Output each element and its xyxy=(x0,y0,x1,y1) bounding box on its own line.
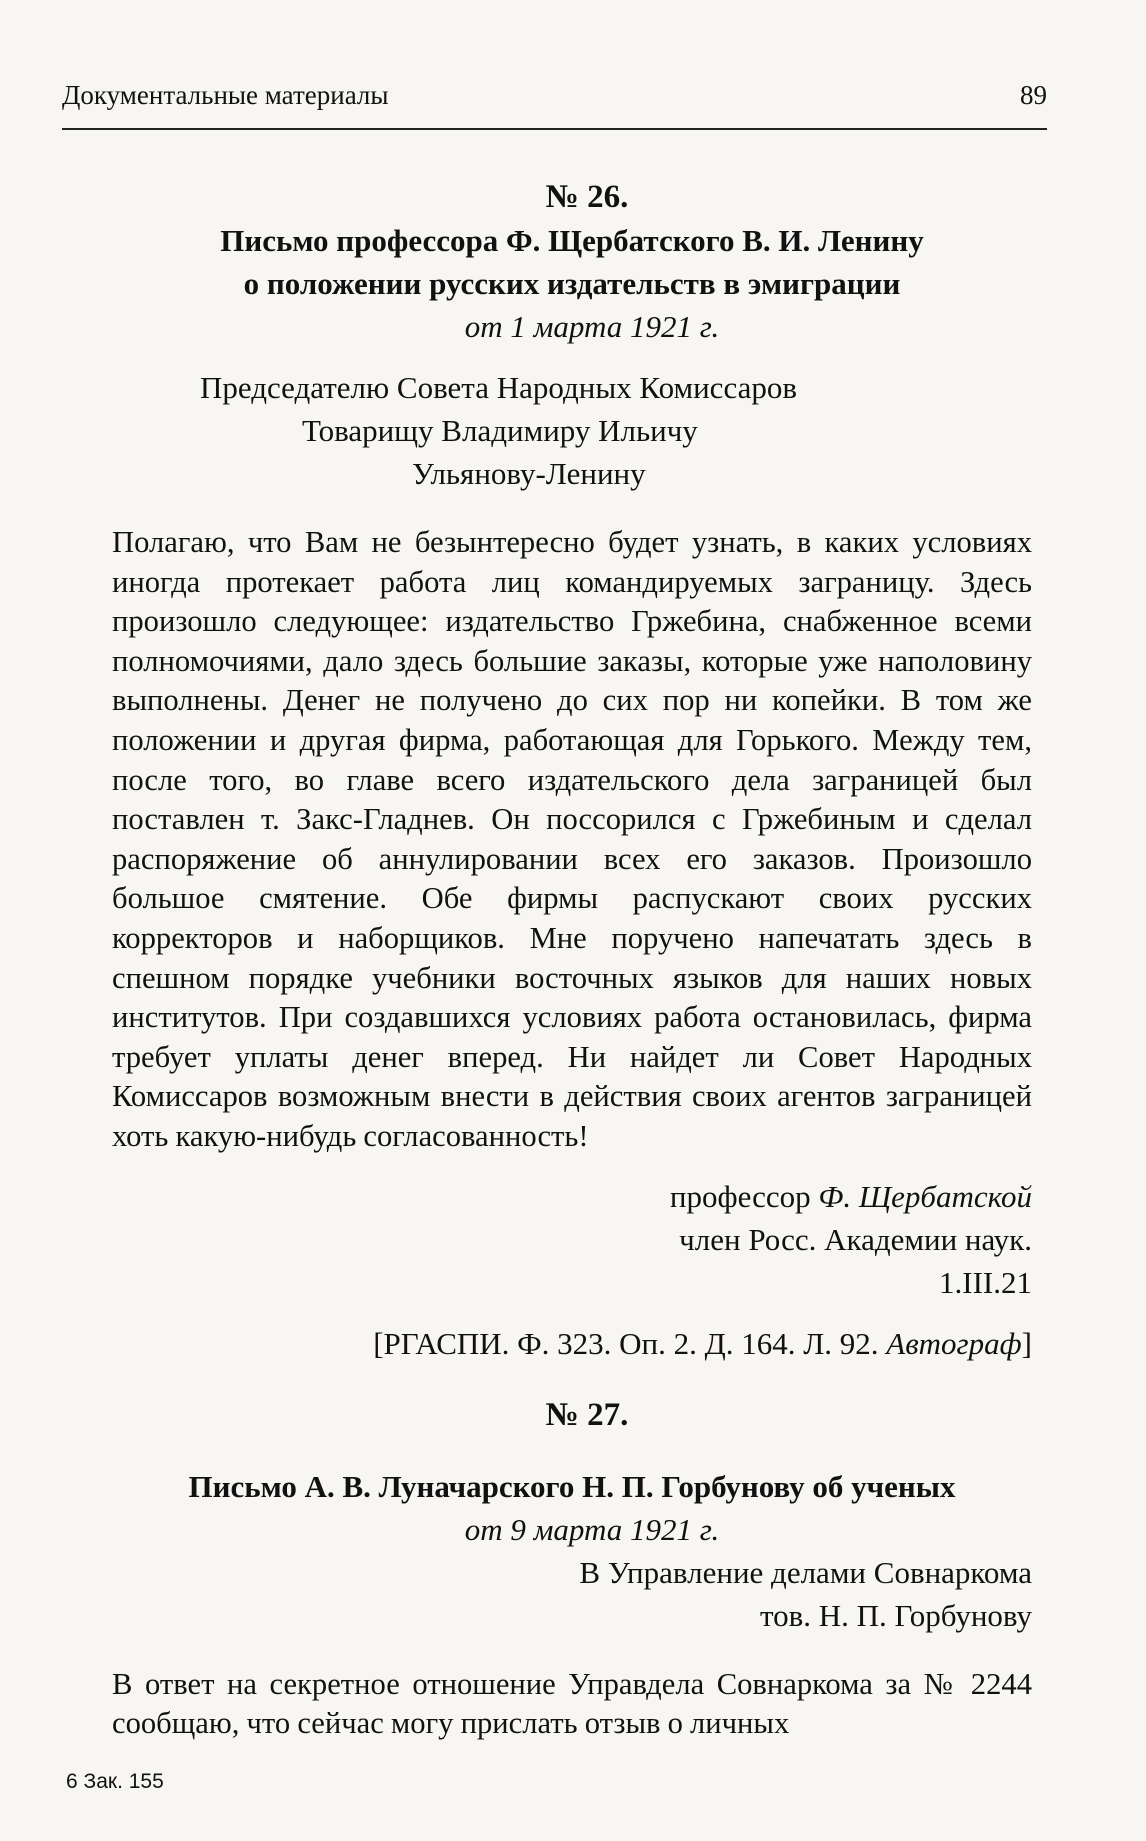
source-reference: [РГАСПИ. Ф. 323. Оп. 2. Д. 164. Л. 92. xyxy=(373,1325,879,1361)
document-26 xyxy=(112,175,1032,1365)
doc27-number: № 27. xyxy=(545,1396,629,1433)
document-27 xyxy=(112,1393,1032,1744)
doc26-address-line1: Председателю Совета Народных Комиссаров xyxy=(200,370,797,405)
doc26-address-line2: Товарищу Владимиру Ильичу xyxy=(302,413,698,448)
doc26-title-line1: Письмо профессора Ф. Щербатского В. И. Ленину xyxy=(220,223,924,258)
doc26-signature-date: 1.III.21 xyxy=(939,1264,1032,1300)
signature-name: Ф. Щербатской xyxy=(818,1178,1032,1214)
page-header xyxy=(62,80,1047,136)
doc26-signature xyxy=(112,1175,1032,1218)
doc27-address-line1: В Управление делами Совнаркома xyxy=(579,1554,1032,1590)
page-content xyxy=(112,175,1032,1744)
doc27-date: от 9 марта 1921 г. xyxy=(464,1511,720,1547)
doc27-address-line2: тов. Н. П. Горбунову xyxy=(759,1597,1032,1633)
source-close: ] xyxy=(1021,1325,1032,1361)
running-title: Документальные материалы xyxy=(62,80,389,110)
printer-signature-mark: 6 Зак. 155 xyxy=(66,1770,164,1793)
doc26-archive-source xyxy=(112,1322,1032,1365)
source-type: Автограф xyxy=(886,1325,1022,1361)
doc26-number: № 26. xyxy=(545,179,629,215)
doc26-date: от 1 марта 1921 г. xyxy=(464,309,720,344)
signature-prefix: профессор xyxy=(669,1178,811,1214)
doc27-body: В ответ на секретное отношение Управдела Совнаркома за № 2244 сообщаю, что сейчас могу прислать отзыв о личных xyxy=(112,1666,1032,1741)
page-number: 89 xyxy=(1020,80,1047,110)
doc26-title-line2: о положении русских издательств в эмиграции xyxy=(243,266,901,301)
doc26-address-line3: Ульянову-Ленину xyxy=(412,456,646,491)
doc26-signature-title: член Росс. Академии наук. xyxy=(679,1221,1032,1257)
doc27-title: Письмо А. В. Луначарского Н. П. Горбунову об ученых xyxy=(188,1468,956,1504)
doc26-body: Полагаю, что Вам не безынтересно будет узнать, в каких условиях иногда протекает работа лиц командируемых заграницу. Здесь произошло следующее: издательство Гржебина, снабженное всеми полномочиями, дало здесь большие заказы, которые уже наполовину выполнены. Денег не получено до сих пор ни копейки. В том же положении и другая фирма, работающая для Горького. Между тем, после того, во главе всего издательского дела заграницей был поставлен т. Закс-Гладнев. Он поссорился с Гржебиным и сделал распоряжение об аннулировании всех его заказов. Произошло большое смятение. Обе фирмы распускают своих русских корректоров и наборщиков. Мне поручено напечатать здесь в спешном порядке учебники восточных языков для наших новых институтов. При создавшихся условиях работа остановилась, фирма требует уплаты денег вперед. Ни найдет ли Совет Народных Комиссаров возможным внести в действия своих агентов заграницей хоть какую-нибудь согласованность! xyxy=(112,525,1032,1153)
header-rule xyxy=(62,128,1047,130)
